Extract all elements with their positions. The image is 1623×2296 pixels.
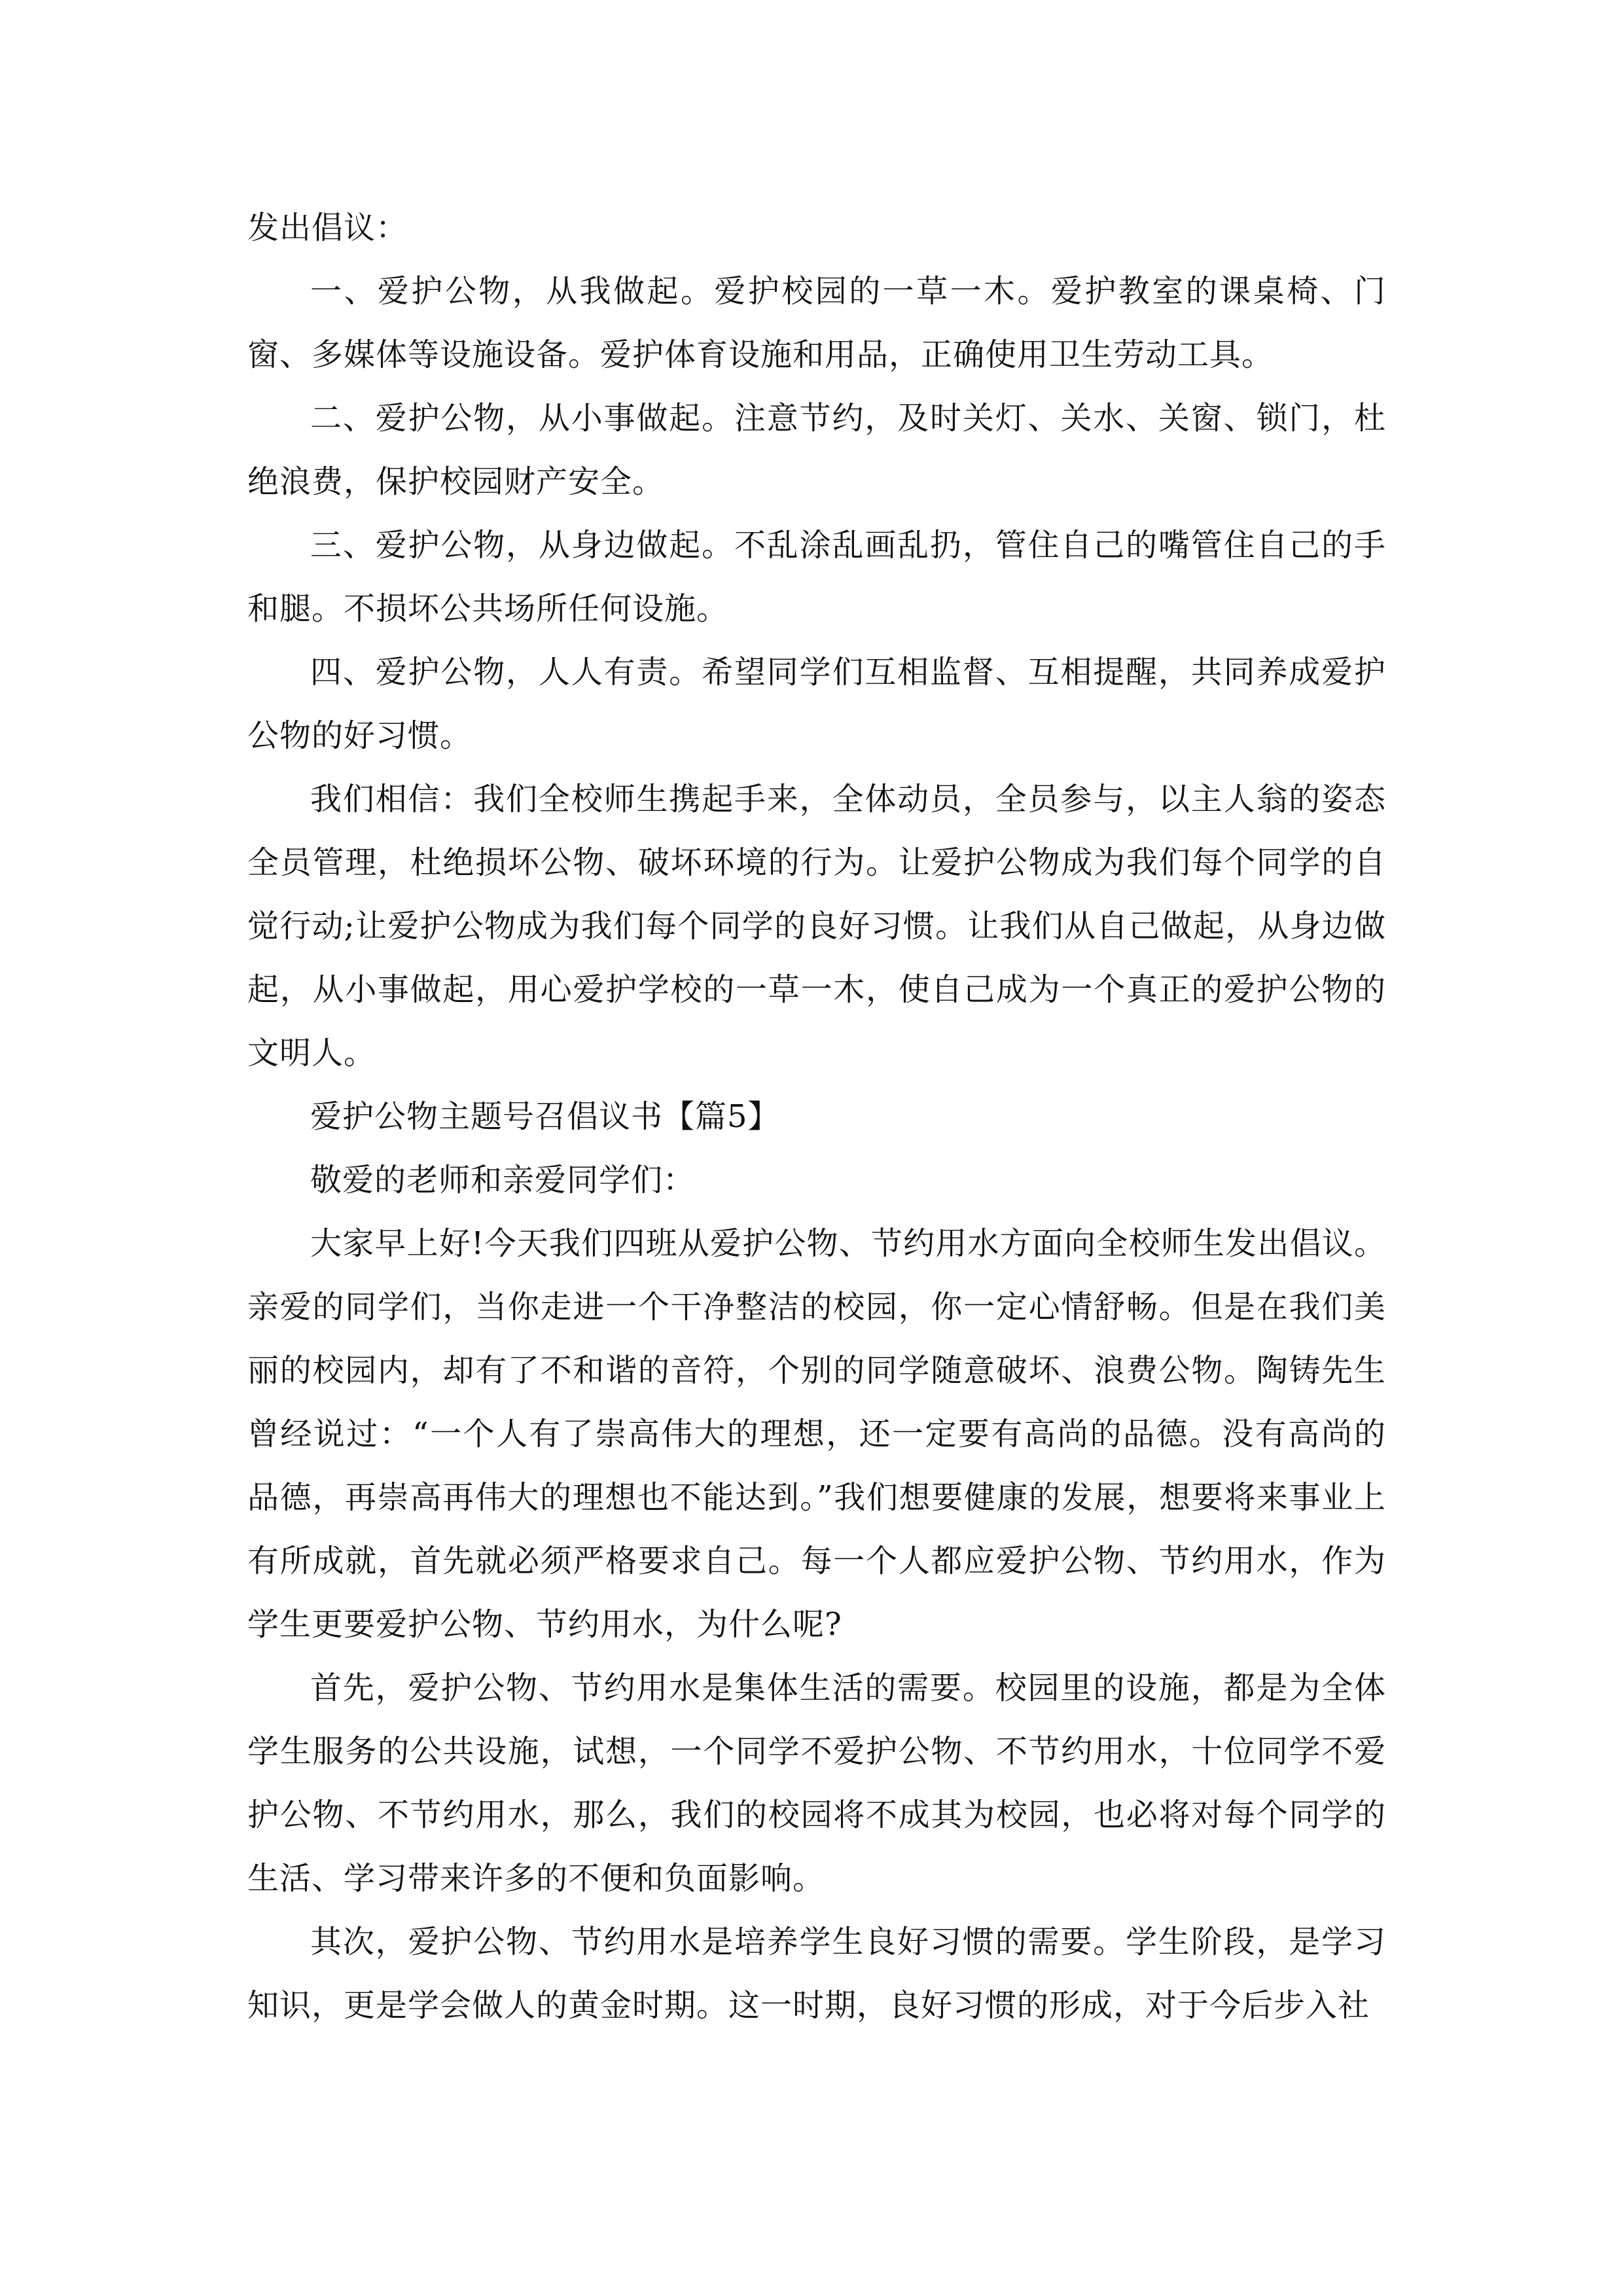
paragraph-11: 其次，爱护公物、节约用水是培养学生良好习惯的需要。学生阶段，是学习知识，更是学会做人的黄金时期。这一时期，良好习惯的形成，对于今后步入社: [247, 1924, 1386, 2024]
paragraph-1: 发出倡议：: [247, 209, 408, 246]
paragraph-3: 二、爱护公物，从小事做起。注意节约，及时关灯、关水、关窗、锁门，杜绝浪费，保护校园财产安全。: [247, 400, 1386, 500]
paragraph-5: 四、爱护公物，人人有责。希望同学们互相监督、互相提醒，共同养成爱护公物的好习惯。: [247, 654, 1386, 754]
document-body: [247, 196, 1386, 2037]
paragraph-10: 首先，爱护公物、节约用水是集体生活的需要。校园里的设施，都是为全体学生服务的公共设施，试想，一个同学不爱护公物、不节约用水，十位同学不爱护公物、不节约用水，那么，我们的校园将不成其为校园，也必将对每个同学的生活、学习带来许多的不便和负面影响。: [247, 1670, 1386, 1897]
paragraph-9: 大家早上好!今天我们四班从爱护公物、节约用水方面向全校师生发出倡议。亲爱的同学们，当你走进一个干净整洁的校园，你一定心情舒畅。但是在我们美丽的校园内，却有了不和谐的音符，个别的同学随意破坏、浪费公物。陶铸先生曾经说过：“一个人有了崇高伟大的理想，还一定要有高尚的品德。没有高尚的品德，再崇高再伟大的理想也不能达到。”我们想要健康的发展，想要将来事业上有所成就，首先就必须严格要求自己。每一个人都应爱护公物、节约用水，作为学生更要爱护公物、节约用水，为什么呢?: [247, 1225, 1386, 1643]
paragraph-6: 我们相信：我们全校师生携起手来，全体动员，全员参与，以主人翁的姿态全员管理，杜绝损坏公物、破坏环境的行为。让爱护公物成为我们每个同学的自觉行动;让爱护公物成为我们每个同学的良好习惯。让我们从自己做起，从身边做起，从小事做起，用心爱护学校的一草一木，使自己成为一个真正的爱护公物的文明人。: [247, 781, 1386, 1071]
section-heading: 爱护公物主题号召倡议书【篇5】: [310, 1098, 780, 1135]
paragraph-4: 三、爱护公物，从身边做起。不乱涂乱画乱扔，管住自己的嘴管住自己的手和腿。不损坏公共场所任何设施。: [247, 527, 1386, 627]
paragraph-2: 一、爱护公物，从我做起。爱护校园的一草一木。爱护教室的课桌椅、门窗、多媒体等设施设备。爱护体育设施和用品，正确使用卫生劳动工具。: [247, 273, 1386, 373]
salutation: 敬爱的老师和亲爱同学们：: [310, 1162, 696, 1198]
